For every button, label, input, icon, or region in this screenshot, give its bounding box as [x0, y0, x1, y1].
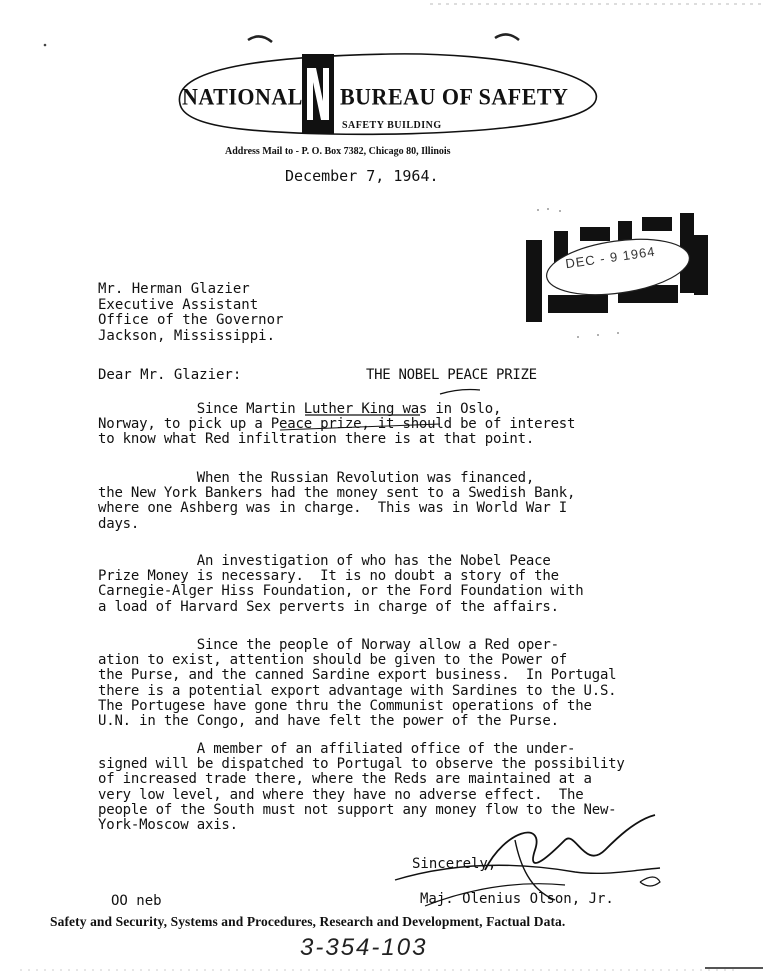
addressee-line: Mr. Herman Glazier [98, 281, 250, 297]
letterhead-name-right: BUREAU OF SAFETY [340, 83, 569, 110]
subject-line: THE NOBEL PEACE PRIZE [366, 367, 537, 383]
body-paragraph: A member of an affiliated office of the under- signed will be dispatched to Portugal to observe the possibility of increased trade there, where the Reds are maintained at a very low level, and where they have no adverse effect. The people of the South must not support any money flow to the New- York-Moscow axis. [98, 741, 625, 834]
body-paragraph: Since Martin Luther King was in Oslo, Norway, to pick up a Peace prize, it should be of interest to know what Red infiltration there is at that point. [98, 401, 576, 448]
received-stamp-date: DEC - 9 1964 [564, 243, 657, 272]
addressee-line: Office of the Governor [98, 312, 284, 328]
footer-line: Safety and Security, Systems and Procedures, Research and Development, Factual Data. [50, 914, 566, 929]
addressee-line: Jackson, Mississippi. [98, 327, 276, 344]
addressee-line: Executive Assistant [98, 296, 259, 313]
signer-name: Maj. Olenius Olson, Jr. [420, 891, 614, 907]
document-number: 3-354-103 [300, 934, 428, 961]
letterhead-building: SAFETY BUILDING [342, 120, 442, 131]
typist-initials: OO neb [111, 893, 162, 909]
body-paragraph: Since the people of Norway allow a Red oper- ation to exist, attention should be given to the Power of the Purse, and the canned Sardine export business. In Portugal there is a potential export advantage with Sardines to the U.S. The Portugese have gone thru the Communist operations of the U.N. in the Congo, and have felt the power of the Purse. [98, 637, 617, 730]
letter-date: December 7, 1964. [285, 167, 439, 185]
body-paragraph: When the Russian Revolution was financed, the New York Bankers had the money sent to a Swedish Bank, where one Ashberg was in charge. This was in World War I days. [98, 470, 576, 532]
salutation: Dear Mr. Glazier: [98, 367, 242, 383]
closing: Sincerely, [412, 856, 497, 872]
letterhead-name-left: NATIONAL [182, 83, 303, 110]
body-paragraph: An investigation of who has the Nobel Peace Prize Money is necessary. It is no doubt a story of the Carnegie-Alger Hiss Foundation, or the Ford Foundation with a load of Harvard Sex perverts in charge of the affairs. [98, 553, 584, 615]
letterhead-address: Address Mail to - P. O. Box 7382, Chicago 80, Illinois [225, 146, 451, 157]
